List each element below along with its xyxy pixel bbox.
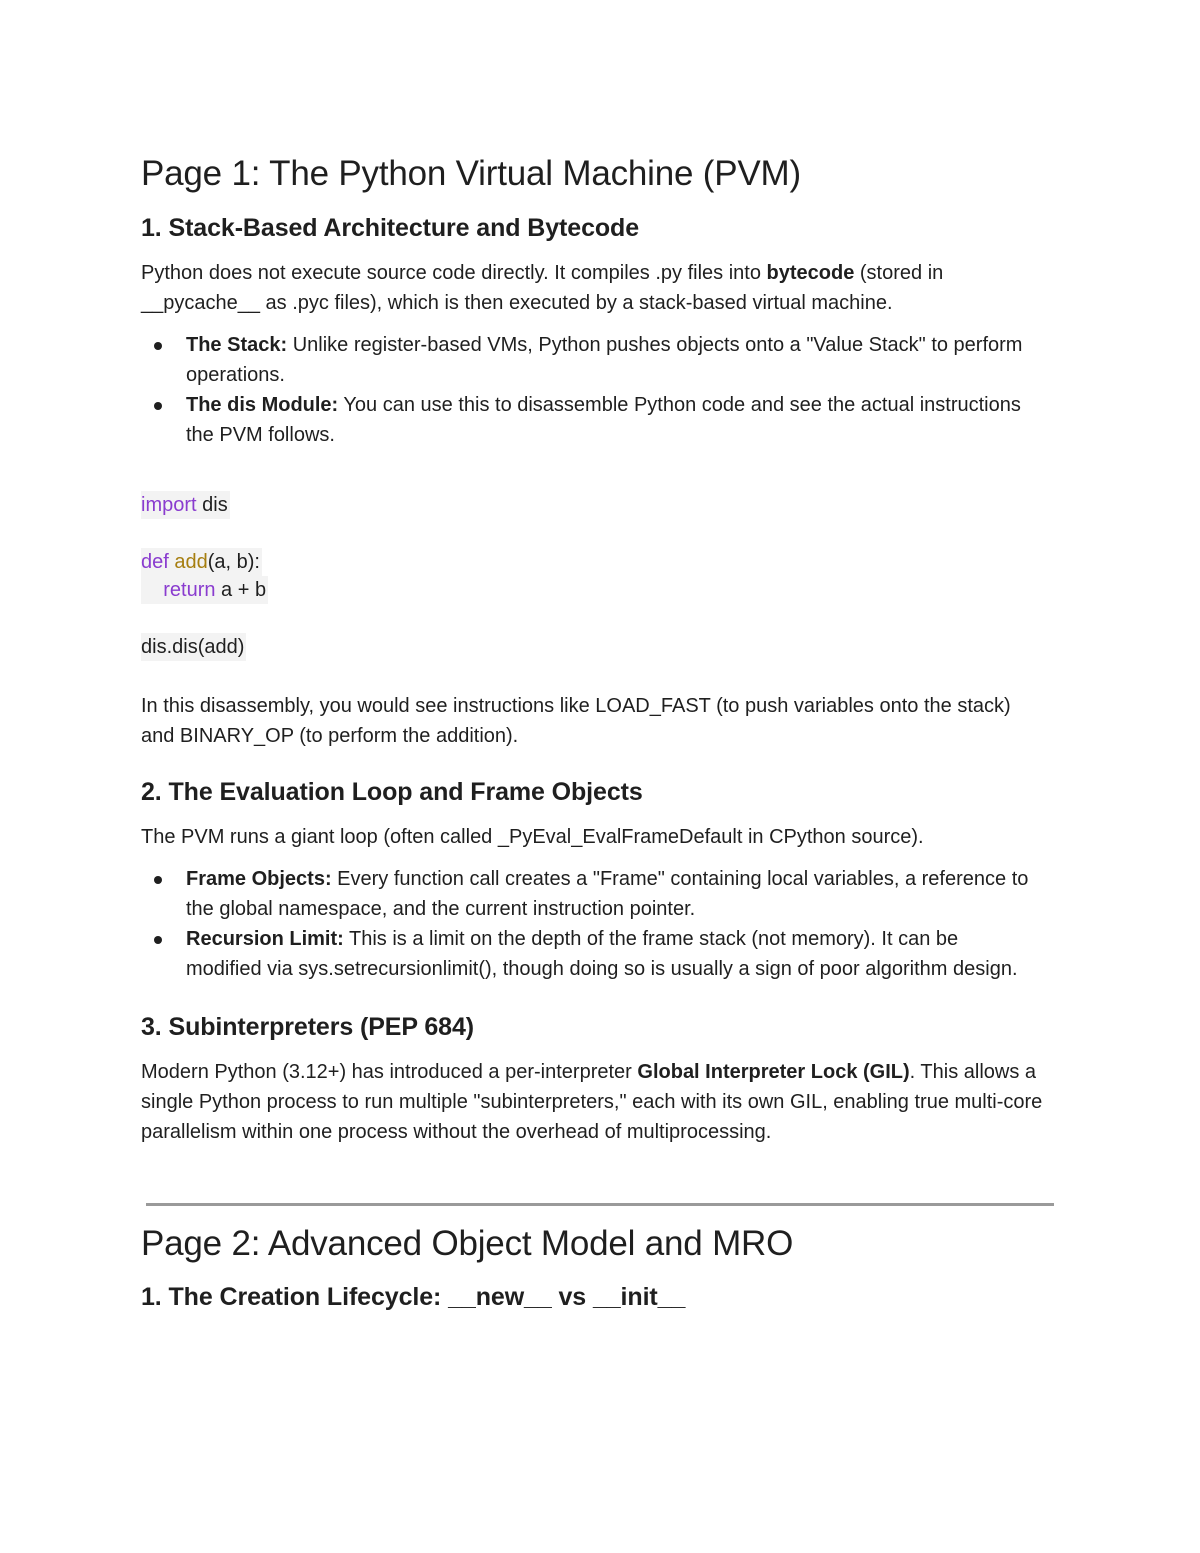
code-line: return a + b (141, 576, 268, 604)
section1-intro: Python does not execute source code directly. It compiles .py files into bytecode (stored in __pycache__ as .pyc files), which is then executed by a stack-based virtual machine. (141, 262, 944, 314)
code-block (141, 491, 1056, 661)
list-item: Recursion Limit: This is a limit on the depth of the frame stack (not memory). It can be modified via sys.setrecursionlimit(), though doing so is usually a sign of poor algorithm design. (141, 924, 1036, 984)
document-page (141, 150, 1056, 1314)
section1-bullet-list (141, 330, 1031, 450)
section1-heading: 1. Stack-Based Architecture and Bytecode (141, 214, 640, 242)
list-item: The Stack: Unlike register-based VMs, Python pushes objects onto a "Value Stack" to perform operations. (141, 330, 1031, 390)
list-item: The dis Module: You can use this to disassemble Python code and see the actual instructions the PVM follows. (141, 390, 1031, 450)
section3-body: Modern Python (3.12+) has introduced a per-interpreter Global Interpreter Lock (GIL). This allows a single Python process to run multiple "subinterpreters," each with its own GIL, enabling true multi-core parallelism within one process without the overhead of multiprocessing. (141, 1061, 1043, 1143)
section2-heading: 2. The Evaluation Loop and Frame Objects (141, 778, 643, 806)
code-line: import dis (141, 491, 230, 519)
code-line: dis.dis(add) (141, 633, 246, 661)
page2-title: Page 2: Advanced Object Model and MRO (141, 1224, 794, 1263)
list-item: Frame Objects: Every function call creates a "Frame" containing local variables, a reference to the global namespace, and the current instruction pointer. (141, 864, 1036, 924)
page2-section1-heading: 1. The Creation Lifecycle: __new__ vs __init__ (141, 1283, 686, 1311)
page-separator (146, 1203, 1054, 1206)
section2-intro: The PVM runs a giant loop (often called _PyEval_EvalFrameDefault in CPython source). (141, 826, 924, 848)
section3-heading: 3. Subinterpreters (PEP 684) (141, 1013, 474, 1041)
disassembly-explanation: In this disassembly, you would see instructions like LOAD_FAST (to push variables onto the stack) and BINARY_OP (to perform the addition). (141, 695, 1011, 747)
section2-bullet-list (141, 864, 1036, 984)
page1-title: Page 1: The Python Virtual Machine (PVM) (141, 154, 801, 193)
code-line: def add(a, b): (141, 548, 262, 576)
